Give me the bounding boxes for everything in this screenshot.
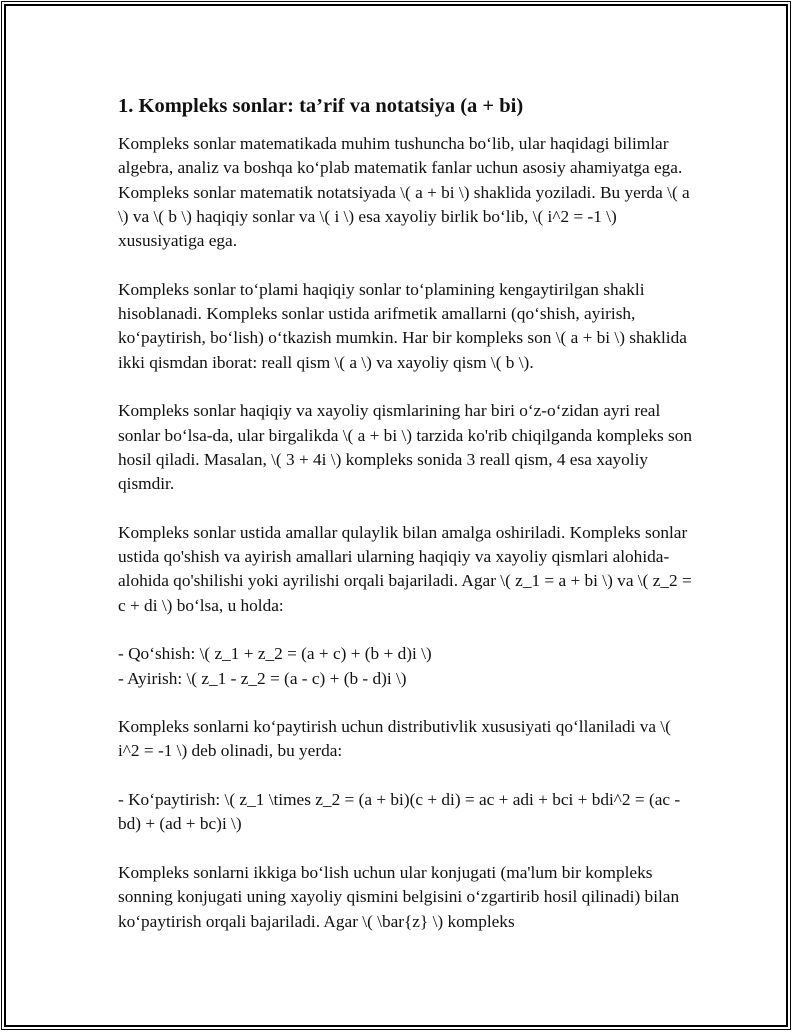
section-title: 1. Kompleks sonlar: ta’rif va notatsiya (a + bi) — [118, 95, 524, 117]
list-addition-subtraction: - Qo‘shish: \( z_1 + z_2 = (a + c) + (b + d)i \) - Ayirish: \( z_1 - z_2 = (a - c) + (b - d)i \) — [118, 644, 432, 688]
list-multiplication: - Ko‘paytirish: \( z_1 \times z_2 = (a + bi)(c + di) = ac + adi + bci + bdi^2 = (ac - bd) + (ad + bc)i \) — [118, 790, 681, 834]
document-body — [118, 92, 693, 958]
paragraph-division: Kompleks sonlarni ikkiga bo‘lish uchun ular konjugati (ma'lum bir kompleks sonning konjugati uning xayoliy qismini belgisini o‘zgartirib hosil qilinadi) bilan ko‘paytirish orqali bajariladi. Agar \( \bar{z} \) kompleks — [118, 862, 680, 931]
paragraph-operations: Kompleks sonlar ustida amallar qulaylik bilan amalga oshiriladi. Kompleks sonlar ustida qo'shish va ayirish amallari ularning haqiqiy va xayoliy qismlari alohida-alohida qo'shilishi yoki ayrilishi orqali bajariladi. Agar \( z_1 = a + bi \) va \( z_2 = c + di \) bo‘lsa, u holda: — [118, 522, 692, 615]
paragraph-set-extension: Kompleks sonlar to‘plami haqiqiy sonlar to‘plamining kengaytirilgan shakli hisoblanadi. Kompleks sonlar ustida arifmetik amallarni (qo‘shish, ayirish, ko‘paytirish, bo‘lish) o‘tkazish mumkin. Har bir kompleks son \( a + bi \) shaklida ikki qismdan iborat: reall qism \( a \) va xayoliy qism \( b \). — [118, 279, 687, 372]
paragraph-example: Kompleks sonlar haqiqiy va xayoliy qismlarining har biri o‘z-o‘zidan ayri real sonlar bo‘lsa-da, ular birgalikda \( a + bi \) tarzida ko'rib chiqilganda kompleks son hosil qiladi. Masalan, \( 3 + 4i \) kompleks sonida 3 reall qism, 4 esa xayoliy qismdir. — [118, 401, 693, 494]
paragraph-definition: Kompleks sonlar matematikada muhim tushuncha bo‘lib, ular haqidagi bilimlar algebra, analiz va boshqa ko‘plab matematik fanlar uchun asosiy ahamiyatga ega. Kompleks sonlar matematik notatsiyada \( a + bi \) shaklida yoziladi. Bu yerda \( a \) va \( b \) haqiqiy sonlar va \( i \) esa xayoliy birlik bo‘lib, \( i^2 = -1 \) xususiyatiga ega. — [118, 134, 690, 251]
paragraph-multiplication: Kompleks sonlarni ko‘paytirish uchun distributivlik xususiyati qo‘llaniladi va \( i^2 = -1 \) deb olinadi, bu yerda: — [118, 717, 671, 761]
